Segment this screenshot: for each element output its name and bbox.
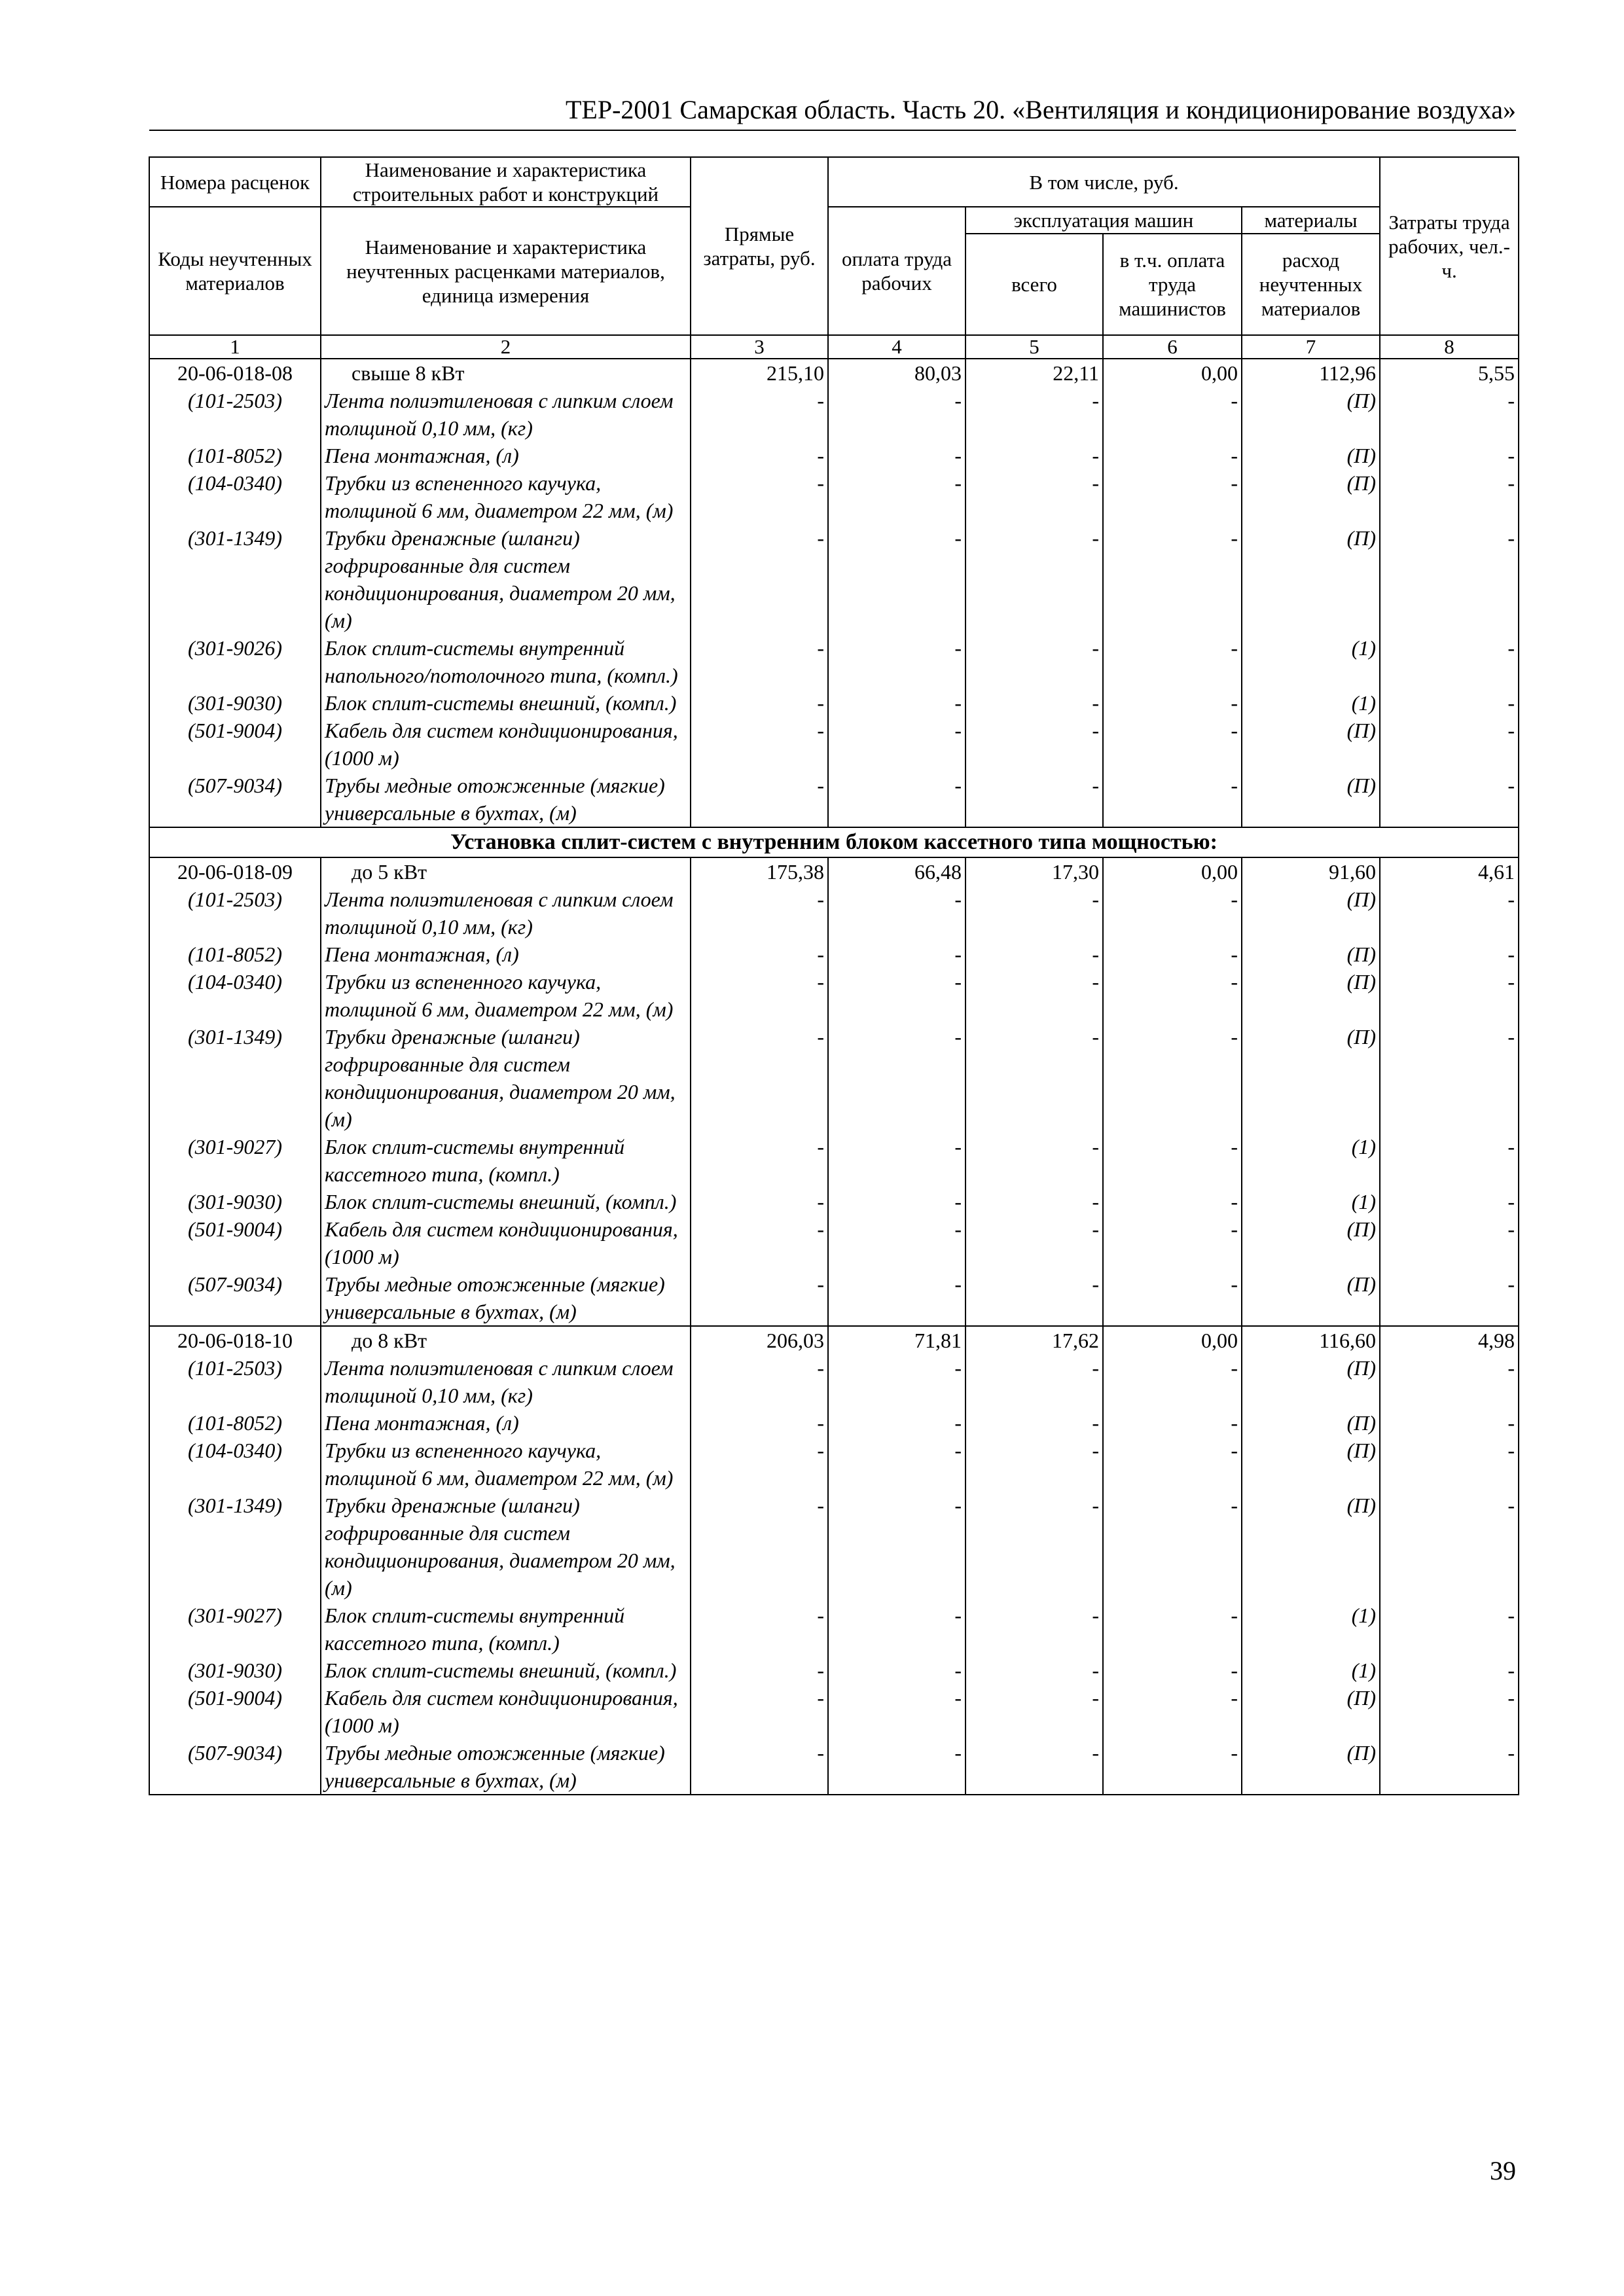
material-code: (501-9004) bbox=[149, 717, 321, 772]
value-cell: - bbox=[965, 941, 1103, 968]
value-cell: - bbox=[1380, 1215, 1519, 1270]
material-code: (507-9034) bbox=[149, 772, 321, 827]
value-cell: - bbox=[691, 1188, 828, 1215]
value-cell: 206,03 bbox=[691, 1326, 828, 1354]
material-row bbox=[149, 469, 1519, 524]
value-cell: - bbox=[965, 1023, 1103, 1133]
value-cell: - bbox=[1103, 634, 1242, 689]
value-cell: - bbox=[691, 1492, 828, 1602]
material-name: Трубки из вспененного каучука, толщиной 6 мм, диаметром 22 мм, (м) bbox=[321, 968, 691, 1023]
material-row bbox=[149, 1270, 1519, 1326]
value-cell: 4,98 bbox=[1380, 1326, 1519, 1354]
value-cell: - bbox=[1103, 941, 1242, 968]
value-cell: - bbox=[965, 1409, 1103, 1437]
material-name: Блок сплит-системы внутренний напольного/потолочного типа, (компл.) bbox=[321, 634, 691, 689]
section-row bbox=[149, 827, 1519, 857]
value-cell: - bbox=[965, 886, 1103, 941]
value-cell: - bbox=[691, 1270, 828, 1326]
value-cell: (П) bbox=[1242, 524, 1380, 634]
value-cell: 71,81 bbox=[828, 1326, 965, 1354]
header-machinist-pay: в т.ч. оплата труда машинистов bbox=[1103, 234, 1242, 335]
value-cell: (1) bbox=[1242, 1657, 1380, 1684]
material-name: Трубки из вспененного каучука, толщиной 6 мм, диаметром 22 мм, (м) bbox=[321, 1437, 691, 1492]
header-labor-hours: Затраты труда рабочих, чел.-ч. bbox=[1380, 157, 1519, 335]
value-cell: (П) bbox=[1242, 1023, 1380, 1133]
material-name: Трубки дренажные (шланги) гофрированные для систем кондиционирования, диаметром 20 мм, (м) bbox=[321, 1023, 691, 1133]
value-cell: - bbox=[1380, 1492, 1519, 1602]
value-cell: - bbox=[1380, 968, 1519, 1023]
material-row bbox=[149, 1739, 1519, 1795]
section-title: Установка сплит-систем с внутренним блоком кассетного типа мощностью: bbox=[149, 827, 1519, 857]
value-cell: - bbox=[691, 941, 828, 968]
rate-name: свыше 8 кВт bbox=[321, 359, 691, 387]
material-row bbox=[149, 1492, 1519, 1602]
value-cell: - bbox=[828, 1684, 965, 1739]
value-cell: - bbox=[691, 1437, 828, 1492]
value-cell: - bbox=[691, 772, 828, 827]
value-cell: - bbox=[1103, 689, 1242, 717]
value-cell: - bbox=[828, 469, 965, 524]
material-name: Пена монтажная, (л) bbox=[321, 941, 691, 968]
value-cell: (П) bbox=[1242, 1215, 1380, 1270]
header-material-codes: Коды неучтенных материалов bbox=[149, 207, 321, 335]
column-number: 2 bbox=[321, 335, 691, 359]
column-number: 7 bbox=[1242, 335, 1380, 359]
material-code: (301-1349) bbox=[149, 1492, 321, 1602]
value-cell: - bbox=[691, 1133, 828, 1188]
value-cell: - bbox=[1380, 387, 1519, 442]
value-cell: (1) bbox=[1242, 689, 1380, 717]
value-cell: (П) bbox=[1242, 717, 1380, 772]
value-cell: 22,11 bbox=[965, 359, 1103, 387]
header-including: В том числе, руб. bbox=[828, 157, 1380, 207]
value-cell: (П) bbox=[1242, 387, 1380, 442]
value-cell: - bbox=[1380, 1409, 1519, 1437]
value-cell: 0,00 bbox=[1103, 359, 1242, 387]
value-cell: 66,48 bbox=[828, 857, 965, 886]
value-cell: - bbox=[828, 634, 965, 689]
rate-code: 20-06-018-10 bbox=[149, 1326, 321, 1354]
column-number: 6 bbox=[1103, 335, 1242, 359]
value-cell: (1) bbox=[1242, 1602, 1380, 1657]
material-row bbox=[149, 634, 1519, 689]
material-row bbox=[149, 1023, 1519, 1133]
value-cell: - bbox=[965, 1739, 1103, 1795]
value-cell: - bbox=[828, 1188, 965, 1215]
value-cell: - bbox=[1380, 1354, 1519, 1409]
material-code: (301-1349) bbox=[149, 1023, 321, 1133]
value-cell: (1) bbox=[1242, 1133, 1380, 1188]
material-code: (104-0340) bbox=[149, 469, 321, 524]
value-cell: - bbox=[828, 524, 965, 634]
value-cell: - bbox=[1103, 1437, 1242, 1492]
value-cell: (П) bbox=[1242, 941, 1380, 968]
header-materials: материалы bbox=[1242, 207, 1380, 234]
material-row bbox=[149, 1684, 1519, 1739]
material-name: Лента полиэтиленовая с липким слоем толщиной 0,10 мм, (кг) bbox=[321, 1354, 691, 1409]
material-row bbox=[149, 886, 1519, 941]
value-cell: - bbox=[1103, 1270, 1242, 1326]
value-cell: - bbox=[1103, 1023, 1242, 1133]
value-cell: - bbox=[1103, 1492, 1242, 1602]
value-cell: - bbox=[1380, 772, 1519, 827]
value-cell: - bbox=[1103, 1684, 1242, 1739]
value-cell: (П) bbox=[1242, 1409, 1380, 1437]
value-cell: (П) bbox=[1242, 968, 1380, 1023]
material-row bbox=[149, 772, 1519, 827]
rate-table bbox=[149, 156, 1519, 1795]
value-cell: - bbox=[691, 886, 828, 941]
value-cell: - bbox=[1103, 717, 1242, 772]
value-cell: (П) bbox=[1242, 1684, 1380, 1739]
value-cell: (П) bbox=[1242, 442, 1380, 469]
header-material-name: Наименование и характеристика неучтенных расценками материалов, единица измерения bbox=[321, 207, 691, 335]
value-cell: - bbox=[965, 1270, 1103, 1326]
value-cell: - bbox=[1380, 1602, 1519, 1657]
header-worker-pay: оплата труда рабочих bbox=[828, 207, 965, 335]
page-number: 39 bbox=[1490, 2156, 1516, 2185]
value-cell: - bbox=[965, 1215, 1103, 1270]
value-cell: 0,00 bbox=[1103, 857, 1242, 886]
value-cell: 91,60 bbox=[1242, 857, 1380, 886]
value-cell: - bbox=[965, 634, 1103, 689]
value-cell: - bbox=[1380, 1133, 1519, 1188]
material-code: (101-8052) bbox=[149, 442, 321, 469]
material-code: (301-9026) bbox=[149, 634, 321, 689]
value-cell: - bbox=[965, 1492, 1103, 1602]
value-cell: - bbox=[691, 968, 828, 1023]
value-cell: - bbox=[828, 1133, 965, 1188]
value-cell: - bbox=[1380, 1270, 1519, 1326]
value-cell: - bbox=[965, 469, 1103, 524]
material-code: (101-2503) bbox=[149, 886, 321, 941]
value-cell: - bbox=[691, 524, 828, 634]
value-cell: (П) bbox=[1242, 1739, 1380, 1795]
value-cell: - bbox=[828, 1602, 965, 1657]
material-name: Кабель для систем кондиционирования, (1000 м) bbox=[321, 1215, 691, 1270]
material-name: Лента полиэтиленовая с липким слоем толщиной 0,10 мм, (кг) bbox=[321, 886, 691, 941]
header-machine-operation: эксплуатация машин bbox=[965, 207, 1242, 234]
value-cell: 215,10 bbox=[691, 359, 828, 387]
material-row bbox=[149, 1602, 1519, 1657]
material-row bbox=[149, 442, 1519, 469]
value-cell: - bbox=[691, 689, 828, 717]
value-cell: (П) bbox=[1242, 1437, 1380, 1492]
material-name: Трубы медные отожженные (мягкие) универсальные в бухтах, (м) bbox=[321, 772, 691, 827]
value-cell: - bbox=[828, 689, 965, 717]
material-name: Блок сплит-системы внешний, (компл.) bbox=[321, 1188, 691, 1215]
rate-row bbox=[149, 857, 1519, 886]
table-body bbox=[149, 359, 1519, 1795]
material-row bbox=[149, 968, 1519, 1023]
value-cell: - bbox=[828, 387, 965, 442]
value-cell: - bbox=[965, 717, 1103, 772]
value-cell: - bbox=[828, 717, 965, 772]
value-cell: - bbox=[1380, 1739, 1519, 1795]
value-cell: 112,96 bbox=[1242, 359, 1380, 387]
value-cell: - bbox=[965, 772, 1103, 827]
material-row bbox=[149, 387, 1519, 442]
value-cell: - bbox=[1103, 1409, 1242, 1437]
material-row bbox=[149, 1188, 1519, 1215]
rate-name: до 8 кВт bbox=[321, 1326, 691, 1354]
material-code: (507-9034) bbox=[149, 1739, 321, 1795]
value-cell: - bbox=[828, 1739, 965, 1795]
value-cell: (П) bbox=[1242, 469, 1380, 524]
value-cell: - bbox=[965, 524, 1103, 634]
value-cell: - bbox=[1380, 1684, 1519, 1739]
value-cell: - bbox=[965, 442, 1103, 469]
material-name: Трубы медные отожженные (мягкие) универсальные в бухтах, (м) bbox=[321, 1739, 691, 1795]
value-cell: - bbox=[828, 442, 965, 469]
value-cell: (П) bbox=[1242, 1354, 1380, 1409]
header-machines-total: всего bbox=[965, 234, 1103, 335]
material-name: Лента полиэтиленовая с липким слоем толщиной 0,10 мм, (кг) bbox=[321, 387, 691, 442]
material-code: (101-8052) bbox=[149, 1409, 321, 1437]
value-cell: (1) bbox=[1242, 1188, 1380, 1215]
material-row bbox=[149, 1437, 1519, 1492]
value-cell: - bbox=[965, 1657, 1103, 1684]
value-cell: - bbox=[965, 1437, 1103, 1492]
header-rate-numbers: Номера расценок bbox=[149, 157, 321, 207]
value-cell: (1) bbox=[1242, 634, 1380, 689]
value-cell: - bbox=[828, 886, 965, 941]
value-cell: - bbox=[828, 941, 965, 968]
rate-code: 20-06-018-09 bbox=[149, 857, 321, 886]
value-cell: - bbox=[1380, 442, 1519, 469]
value-cell: - bbox=[965, 689, 1103, 717]
value-cell: - bbox=[1380, 469, 1519, 524]
value-cell: - bbox=[965, 1188, 1103, 1215]
value-cell: - bbox=[828, 1023, 965, 1133]
value-cell: - bbox=[828, 772, 965, 827]
value-cell: - bbox=[965, 1354, 1103, 1409]
value-cell: - bbox=[691, 1215, 828, 1270]
material-name: Кабель для систем кондиционирования, (1000 м) bbox=[321, 717, 691, 772]
material-name: Трубки дренажные (шланги) гофрированные для систем кондиционирования, диаметром 20 мм, (м) bbox=[321, 1492, 691, 1602]
material-row bbox=[149, 1215, 1519, 1270]
material-code: (301-9027) bbox=[149, 1602, 321, 1657]
material-code: (101-8052) bbox=[149, 941, 321, 968]
value-cell: 175,38 bbox=[691, 857, 828, 886]
material-code: (104-0340) bbox=[149, 1437, 321, 1492]
material-row bbox=[149, 524, 1519, 634]
material-name: Блок сплит-системы внешний, (компл.) bbox=[321, 1657, 691, 1684]
material-row bbox=[149, 1133, 1519, 1188]
value-cell: - bbox=[691, 1023, 828, 1133]
material-code: (104-0340) bbox=[149, 968, 321, 1023]
column-number: 1 bbox=[149, 335, 321, 359]
value-cell: - bbox=[1103, 1188, 1242, 1215]
material-code: (507-9034) bbox=[149, 1270, 321, 1326]
material-code: (101-2503) bbox=[149, 387, 321, 442]
value-cell: - bbox=[828, 1409, 965, 1437]
value-cell: - bbox=[691, 1657, 828, 1684]
value-cell: - bbox=[1103, 524, 1242, 634]
value-cell: - bbox=[691, 1684, 828, 1739]
material-row bbox=[149, 1409, 1519, 1437]
value-cell: - bbox=[1380, 1437, 1519, 1492]
value-cell: - bbox=[828, 1215, 965, 1270]
value-cell: 17,62 bbox=[965, 1326, 1103, 1354]
value-cell: (П) bbox=[1242, 772, 1380, 827]
value-cell: (П) bbox=[1242, 1492, 1380, 1602]
material-name: Блок сплит-системы внутренний кассетного типа, (компл.) bbox=[321, 1133, 691, 1188]
value-cell: - bbox=[1380, 1188, 1519, 1215]
rate-code: 20-06-018-08 bbox=[149, 359, 321, 387]
value-cell: - bbox=[1103, 968, 1242, 1023]
material-code: (501-9004) bbox=[149, 1684, 321, 1739]
value-cell: - bbox=[1103, 469, 1242, 524]
material-code: (501-9004) bbox=[149, 1215, 321, 1270]
value-cell: - bbox=[1103, 442, 1242, 469]
value-cell: - bbox=[1103, 886, 1242, 941]
material-row bbox=[149, 1354, 1519, 1409]
value-cell: - bbox=[1380, 689, 1519, 717]
rate-row bbox=[149, 359, 1519, 387]
value-cell: - bbox=[1103, 387, 1242, 442]
value-cell: - bbox=[691, 387, 828, 442]
value-cell: - bbox=[1380, 524, 1519, 634]
material-row bbox=[149, 1657, 1519, 1684]
value-cell: - bbox=[1380, 1023, 1519, 1133]
value-cell: - bbox=[1103, 1602, 1242, 1657]
value-cell: 0,00 bbox=[1103, 1326, 1242, 1354]
material-code: (301-1349) bbox=[149, 524, 321, 634]
value-cell: - bbox=[1103, 1215, 1242, 1270]
material-row bbox=[149, 717, 1519, 772]
material-code: (301-9030) bbox=[149, 1657, 321, 1684]
value-cell: 116,60 bbox=[1242, 1326, 1380, 1354]
material-name: Трубки из вспененного каучука, толщиной 6 мм, диаметром 22 мм, (м) bbox=[321, 469, 691, 524]
material-name: Трубки дренажные (шланги) гофрированные для систем кондиционирования, диаметром 20 мм, (м) bbox=[321, 524, 691, 634]
rate-row bbox=[149, 1326, 1519, 1354]
material-row bbox=[149, 689, 1519, 717]
header-direct-costs: Прямые затраты, руб. bbox=[691, 157, 828, 335]
material-name: Пена монтажная, (л) bbox=[321, 1409, 691, 1437]
value-cell: - bbox=[965, 1133, 1103, 1188]
material-name: Блок сплит-системы внутренний кассетного типа, (компл.) bbox=[321, 1602, 691, 1657]
value-cell: - bbox=[828, 968, 965, 1023]
column-number: 3 bbox=[691, 335, 828, 359]
value-cell: 4,61 bbox=[1380, 857, 1519, 886]
header-material-consumption: расход неучтенных материалов bbox=[1242, 234, 1380, 335]
value-cell: (П) bbox=[1242, 1270, 1380, 1326]
material-code: (301-9030) bbox=[149, 689, 321, 717]
value-cell: 17,30 bbox=[965, 857, 1103, 886]
material-code: (301-9027) bbox=[149, 1133, 321, 1188]
material-name: Кабель для систем кондиционирования, (1000 м) bbox=[321, 1684, 691, 1739]
value-cell: - bbox=[828, 1657, 965, 1684]
value-cell: - bbox=[1103, 1739, 1242, 1795]
value-cell: - bbox=[965, 1602, 1103, 1657]
value-cell: - bbox=[1380, 634, 1519, 689]
value-cell: - bbox=[828, 1270, 965, 1326]
value-cell: - bbox=[828, 1354, 965, 1409]
value-cell: - bbox=[691, 469, 828, 524]
value-cell: - bbox=[828, 1492, 965, 1602]
value-cell: - bbox=[1380, 1657, 1519, 1684]
value-cell: 80,03 bbox=[828, 359, 965, 387]
value-cell: - bbox=[965, 1684, 1103, 1739]
header-work-name: Наименование и характеристика строительных работ и конструкций bbox=[321, 157, 691, 207]
value-cell: - bbox=[1103, 1657, 1242, 1684]
material-name: Трубы медные отожженные (мягкие) универсальные в бухтах, (м) bbox=[321, 1270, 691, 1326]
value-cell: - bbox=[1380, 717, 1519, 772]
material-name: Пена монтажная, (л) bbox=[321, 442, 691, 469]
column-number: 5 bbox=[965, 335, 1103, 359]
value-cell: - bbox=[1103, 1354, 1242, 1409]
value-cell: 5,55 bbox=[1380, 359, 1519, 387]
material-row bbox=[149, 941, 1519, 968]
value-cell: (П) bbox=[1242, 886, 1380, 941]
value-cell: - bbox=[828, 1437, 965, 1492]
material-code: (101-2503) bbox=[149, 1354, 321, 1409]
value-cell: - bbox=[691, 442, 828, 469]
value-cell: - bbox=[1380, 886, 1519, 941]
value-cell: - bbox=[691, 1739, 828, 1795]
material-code: (301-9030) bbox=[149, 1188, 321, 1215]
value-cell: - bbox=[691, 1602, 828, 1657]
material-name: Блок сплит-системы внешний, (компл.) bbox=[321, 689, 691, 717]
value-cell: - bbox=[1380, 941, 1519, 968]
running-title: ТЕР-2001 Самарская область. Часть 20. «Вентиляция и кондиционирование воздуха» bbox=[565, 95, 1516, 124]
value-cell: - bbox=[965, 968, 1103, 1023]
value-cell: - bbox=[965, 387, 1103, 442]
value-cell: - bbox=[691, 717, 828, 772]
value-cell: - bbox=[691, 1354, 828, 1409]
value-cell: - bbox=[691, 634, 828, 689]
column-number: 4 bbox=[828, 335, 965, 359]
value-cell: - bbox=[1103, 1133, 1242, 1188]
rate-name: до 5 кВт bbox=[321, 857, 691, 886]
column-number: 8 bbox=[1380, 335, 1519, 359]
header-rule bbox=[149, 130, 1516, 131]
value-cell: - bbox=[691, 1409, 828, 1437]
value-cell: - bbox=[1103, 772, 1242, 827]
